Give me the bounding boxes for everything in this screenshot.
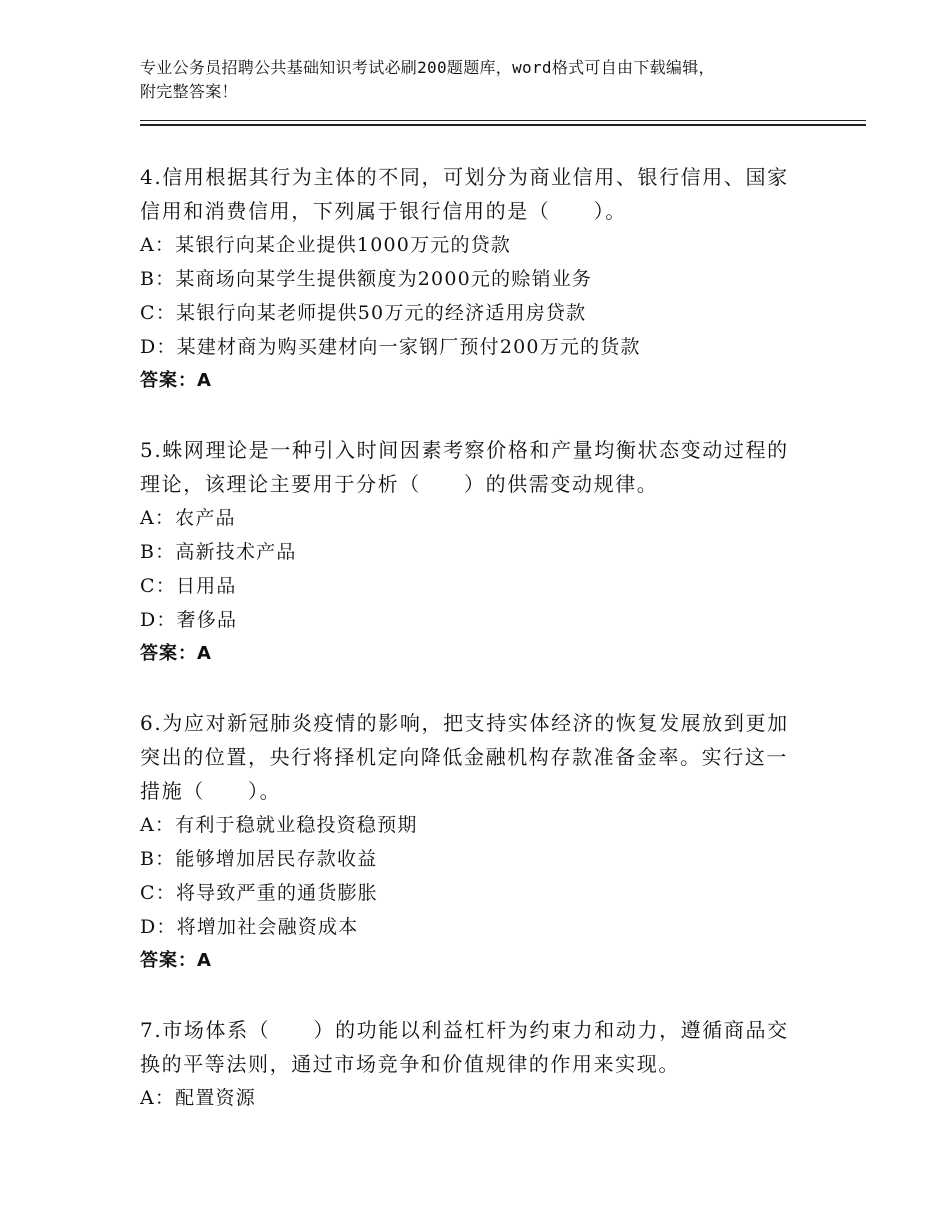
header-line-1: 专业公务员招聘公共基础知识考试必刷200题题库，word格式可自由下载编辑， — [140, 58, 715, 77]
question-5 — [140, 433, 800, 671]
question-stem-line: 信用和消费信用，下列属于银行信用的是（ ）。 — [140, 199, 627, 223]
answer-label: 答案：A — [140, 643, 212, 664]
option-d: D：奢侈品 — [140, 609, 238, 631]
question-stem-line: 换的平等法则，通过市场竞争和价值规律的作用来实现。 — [140, 1052, 680, 1076]
option-c: C：某银行向某老师提供50万元的经济适用房贷款 — [140, 302, 587, 324]
question-stem-line: 7.市场体系（ ）的功能以利益杠杆为约束力和动力，遵循商品交 — [140, 1018, 789, 1042]
option-b: B：能够增加居民存款收益 — [140, 848, 378, 870]
answer-label: 答案：A — [140, 370, 212, 391]
option-c: C：将导致严重的通货膨胀 — [140, 882, 378, 904]
document-header — [140, 56, 820, 104]
question-stem-line: 5.蛛网理论是一种引入时间因素考察价格和产量均衡状态变动过程的 — [140, 438, 789, 462]
option-c: C：日用品 — [140, 575, 237, 597]
option-d: D：某建材商为购买建材向一家钢厂预付200万元的货款 — [140, 336, 641, 358]
option-d: D：将增加社会融资成本 — [140, 916, 359, 938]
option-a: A：农产品 — [140, 507, 236, 529]
question-4 — [140, 160, 800, 398]
header-divider-thin — [140, 120, 866, 121]
option-a: A：某银行向某企业提供1000万元的贷款 — [140, 234, 512, 256]
option-b: B：高新技术产品 — [140, 541, 297, 563]
header-line-2: 附完整答案！ — [140, 82, 238, 101]
header-divider-thick — [140, 124, 866, 126]
question-stem-line: 理论，该理论主要用于分析（ ）的供需变动规律。 — [140, 472, 659, 496]
option-a: A：配置资源 — [140, 1087, 256, 1109]
answer-label: 答案：A — [140, 950, 212, 971]
question-stem-line: 措施（ ）。 — [140, 779, 282, 803]
question-stem-line: 6.为应对新冠肺炎疫情的影响，把支持实体经济的恢复发展放到更加 — [140, 711, 789, 735]
question-6 — [140, 706, 800, 978]
question-7 — [140, 1013, 800, 1115]
question-stem-line: 突出的位置，央行将择机定向降低金融机构存款准备金率。实行这一 — [140, 745, 788, 769]
option-b: B：某商场向某学生提供额度为2000元的赊销业务 — [140, 268, 593, 290]
question-stem-line: 4.信用根据其行为主体的不同，可划分为商业信用、银行信用、国家 — [140, 165, 789, 189]
option-a: A：有利于稳就业稳投资稳预期 — [140, 814, 418, 836]
